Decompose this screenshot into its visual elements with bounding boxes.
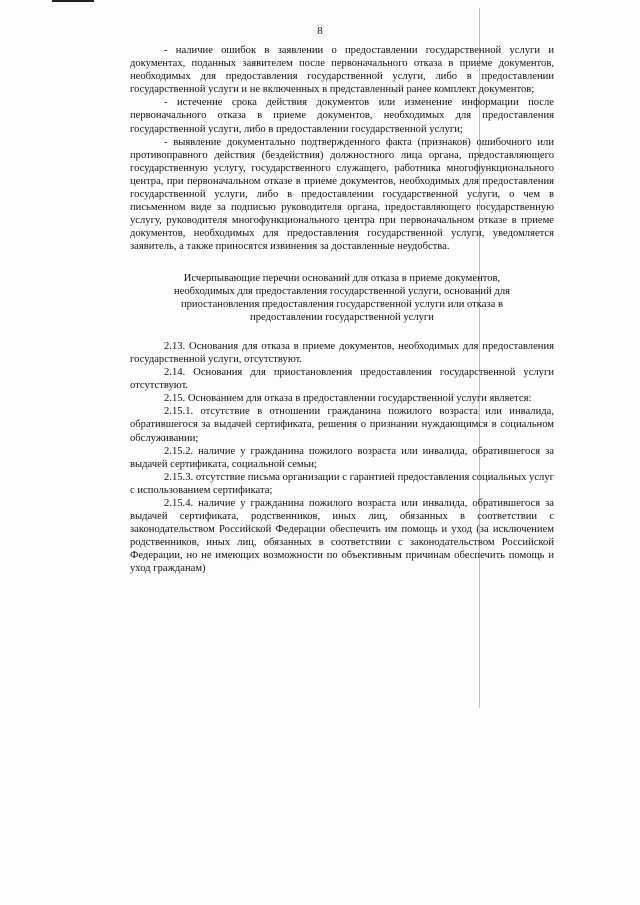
clause-2-15-4: 2.15.4. наличие у гражданина пожилого возраста или инвалида, обратившегося за выдачей сертификата, родственников, иных лиц, обязанных в соответствии с законодательством Российской Федерации обеспечить им помощь и уход (за исключением родственников, иных лиц, обязанных в соответствии с законодательством Российской Федерации, но не имеющих возможности по объективным причинам обеспечить помощь и уход гражданам) xyxy=(130,498,554,575)
clause-2-13: 2.13. Основания для отказа в приеме документов, необходимых для предоставления государственной услуги, отсутствуют. xyxy=(130,340,554,365)
section-heading-line: необходимых для предоставления государственной услуги, оснований для xyxy=(174,285,510,297)
clause-2-15-2: 2.15.2. наличие у гражданина пожилого возраста или инвалида, обратившегося за выдачей сертификата, социальной семьи; xyxy=(130,445,554,470)
clause-2-15: 2.15. Основанием для отказа в предоставлении государственной услуги является: xyxy=(164,393,532,405)
paragraph: - выявление документально подтвержденного факта (признаков) ошибочного или противоправного действия (бездействия) должностного лица органа, предоставляющего государственную услугу, государственного служащего, работника многофункционального центра, при первоначальном отказе в приеме документов, необходимых для предоставления государственной услуги, либо в предоставлении государственной услуги, о чем в письменном виде за подписью руководителя органа, предоставляющего государственную услугу, руководителя многофункционального центра при первоначальном отказе в приеме документов, необходимых для предоставления государственной услуги, уведомляется заявитель, а также приносятся извинения за доставленные неудобства. xyxy=(130,136,554,253)
section-heading xyxy=(130,272,554,324)
clause-2-15-1: 2.15.1. отсутствие в отношении гражданина пожилого возраста или инвалида, обратившегося за выдачей сертификата, решения о признании нуждающимся в социальном обслуживании; xyxy=(130,406,554,444)
section-heading-line: предоставлении государственной услуги xyxy=(250,311,434,323)
clause-2-15-3: 2.15.3. отсутствие письма организации с гарантией предоставления социальных услуг с использованием сертификата; xyxy=(130,471,554,496)
paragraph: - наличие ошибок в заявлении о предоставлении государственной услуги и документах, поданных заявителем после первоначального отказа в приеме документов, необходимых для предоставления государственной услуги, либо в предоставлении государственной услуги и не включенных в представленный ранее комплект документов; xyxy=(130,45,554,96)
section-heading-line: приостановления предоставления государственной услуги или отказа в xyxy=(180,298,504,310)
section-heading-line: Исчерпывающие перечни оснований для отказа в приеме документов, xyxy=(183,272,501,284)
clause-2-14: 2.14. Основания для приостановления предоставления государственной услуги отсутствуют. xyxy=(130,367,554,392)
scan-corner-mark xyxy=(52,0,94,2)
paragraph: - истечение срока действия документов или изменение информации после первоначального отказа в приеме документов, необходимых для предоставления государственной услуги, либо в предоставлении государственной услуги; xyxy=(130,97,554,135)
body-text xyxy=(130,44,554,576)
page-number: 8 xyxy=(317,25,323,37)
